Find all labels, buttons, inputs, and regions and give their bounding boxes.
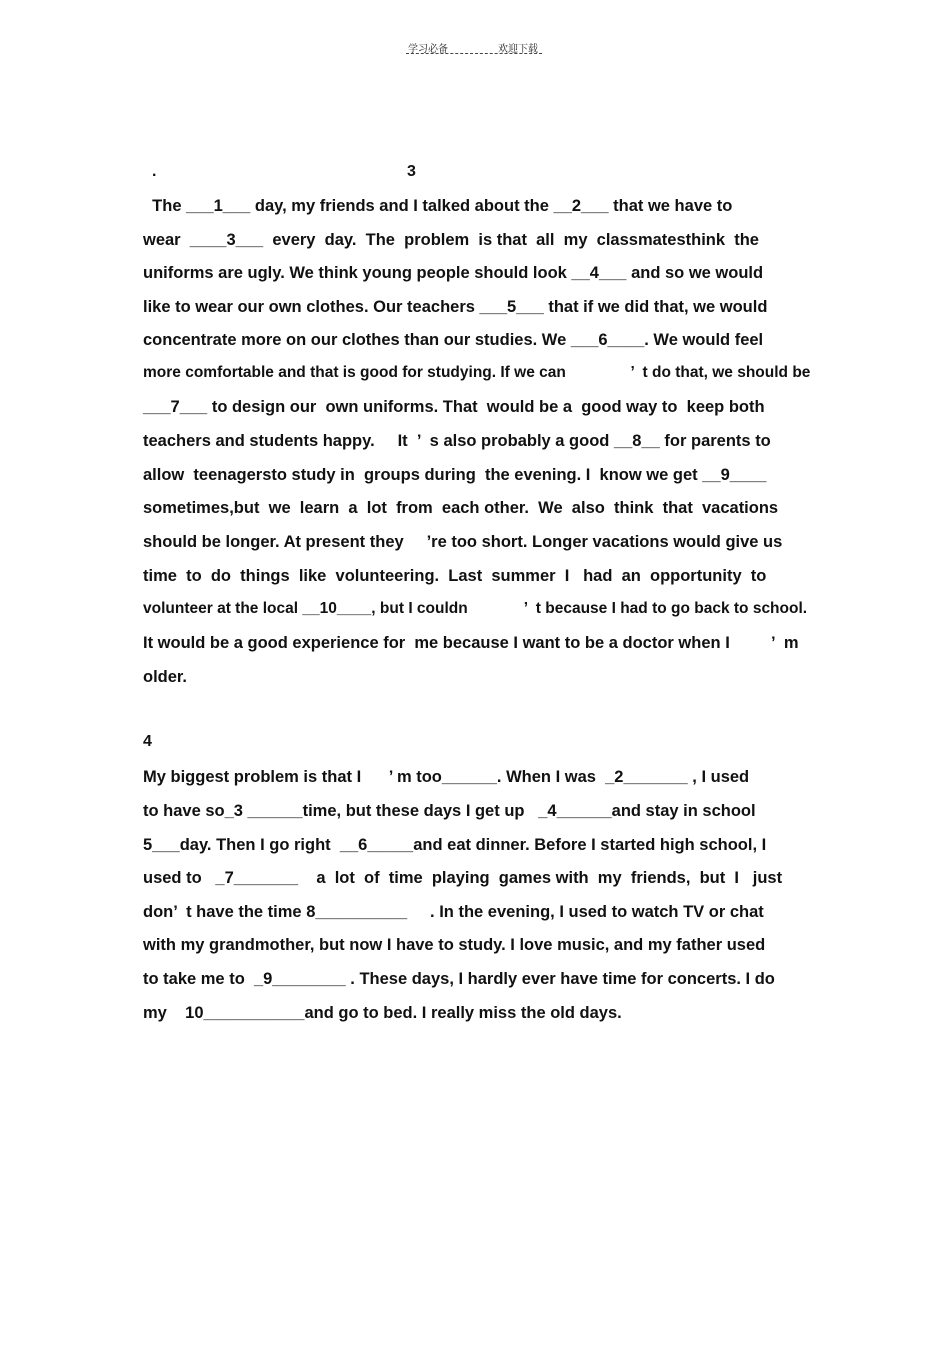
- passage-line: sometimes,but we learn a lot from each other. We also think that vacations: [143, 499, 779, 517]
- section-3-number: 3: [407, 163, 416, 180]
- passage-line: wear ____3___ every day. The problem is that all my classmatesthink the: [143, 231, 759, 249]
- passage-line: volunteer at the local __10____, but I couldn ’ t because I had to go back to school.: [143, 600, 808, 617]
- passage-line: older.: [143, 668, 188, 686]
- passage-line: uniforms are ugly. We think young people should look __4___ and so we would: [143, 264, 764, 282]
- passage-line: with my grandmother, but now I have to study. I love music, and my father used: [143, 936, 766, 954]
- passage-line: more comfortable and that is good for studying. If we can ’ t do that, we should be: [143, 364, 811, 381]
- header-rule: [406, 53, 542, 54]
- header-right-text: 欢迎下载: [498, 44, 538, 55]
- page-header: [406, 38, 542, 56]
- passage-line: 5___day. Then I go right __6_____and eat dinner. Before I started high school, I: [143, 836, 767, 854]
- passage-line: time to do things like volunteering. Last summer I had an opportunity to: [143, 567, 767, 585]
- passage-line: like to wear our own clothes. Our teachers ___5___ that if we did that, we would: [143, 298, 768, 316]
- passage-line: to take me to _9________ . These days, I hardly ever have time for concerts. I do: [143, 970, 775, 988]
- passage-line: concentrate more on our clothes than our studies. We ___6____. We would feel: [143, 331, 764, 349]
- passage-line: don’ t have the time 8__________ . In the evening, I used to watch TV or chat: [143, 903, 764, 921]
- passage-line: My biggest problem is that I ’ m too______. When I was _2_______ , I used: [143, 768, 750, 786]
- passage-line: my 10___________and go to bed. I really miss the old days.: [143, 1004, 622, 1022]
- passage-line: It would be a good experience for me because I want to be a doctor when I ’ m: [143, 634, 799, 652]
- header-left-text: 学习必备: [408, 44, 448, 55]
- passage-line: ___7___ to design our own uniforms. That would be a good way to keep both: [143, 398, 765, 416]
- passage-line: teachers and students happy. It ’ s also probably a good __8__ for parents to: [143, 432, 771, 450]
- passage-line: used to _7_______ a lot of time playing games with my friends, but I just: [143, 869, 783, 887]
- passage-line: allow teenagersto study in groups during the evening. I know we get __9____: [143, 466, 767, 484]
- section-4-number: 4: [143, 733, 152, 750]
- section-3-dot: .: [152, 163, 157, 180]
- passage-line: The ___1___ day, my friends and I talked about the __2___ that we have to: [143, 197, 733, 215]
- passage-line: should be longer. At present they ’re too short. Longer vacations would give us: [143, 533, 783, 551]
- passage-line: to have so_3 ______time, but these days I get up _4______and stay in school: [143, 802, 756, 820]
